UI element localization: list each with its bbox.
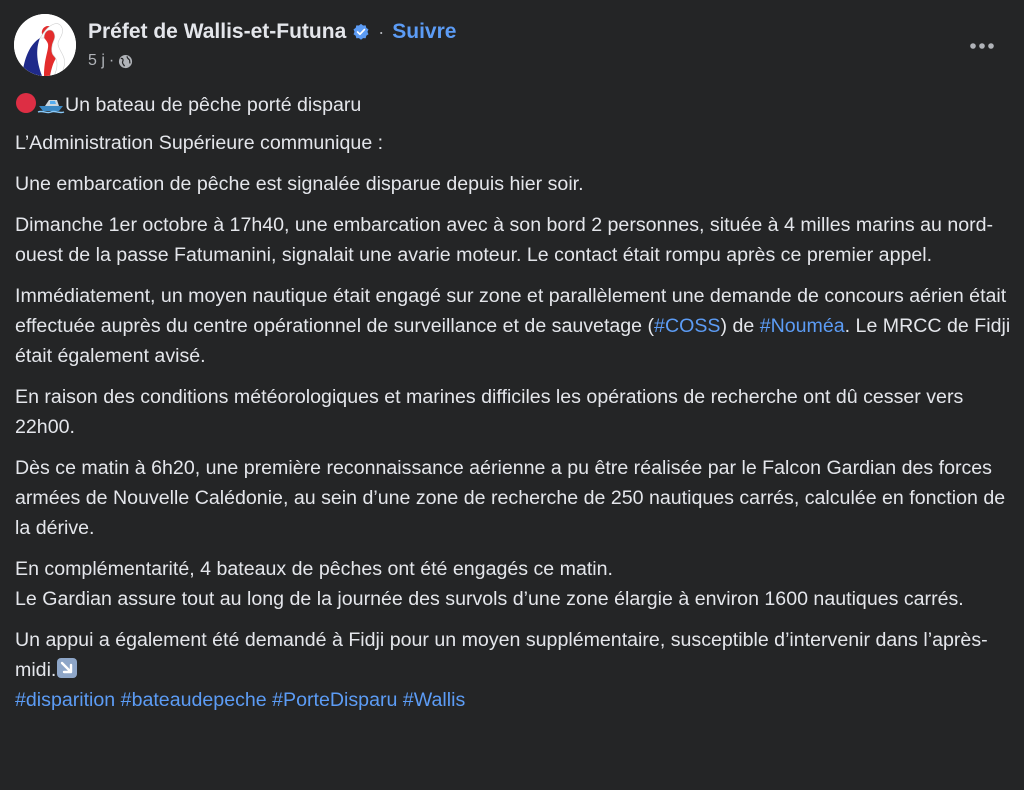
paragraph-8 [15, 625, 1017, 685]
arrow-down-right-emoji [56, 657, 78, 679]
speedboat-emoji [37, 92, 65, 114]
post-meta [88, 52, 133, 70]
red-circle-emoji [15, 92, 37, 114]
hashtag-list [15, 685, 1017, 715]
paragraph-4 [15, 281, 1017, 371]
avatar[interactable] [14, 14, 76, 76]
post-timestamp[interactable]: 5 j [88, 52, 105, 69]
author-row [88, 20, 456, 44]
paragraph-7-line-1: En complémentarité, 4 bateaux de pêches ont été engagés ce matin. [15, 558, 613, 580]
hashtag-bateaudepeche[interactable]: #bateaudepeche [120, 689, 267, 711]
paragraph-4-text-a: Immédiatement, un moyen nautique était engagé sur zone et parallèlement une demande de concours aérien était effectuée auprès du centre opérationnel de surveillance et de sauvetage ( [15, 285, 1007, 337]
paragraph-3: Dimanche 1er octobre à 17h40, une embarcation avec à son bord 2 personnes, située à 4 milles marins au nord-ouest de la passe Fatumanini, signalait une avarie moteur. Le contact était rompu après ce premier appel. [15, 214, 994, 266]
post-header [14, 14, 1010, 80]
follow-button[interactable]: Suivre [392, 20, 457, 43]
hashtag-disparition[interactable]: #disparition [15, 689, 116, 711]
post-title: Un bateau de pêche porté disparu [65, 94, 362, 116]
paragraph-4-text-c: . Le MRCC de Fidji était également avisé. [15, 315, 1011, 367]
more-options-button[interactable] [962, 26, 1002, 66]
marianne-logo [14, 14, 76, 76]
more-options-icon [969, 42, 995, 50]
paragraph-6: Dès ce matin à 6h20, une première reconnaissance aérienne a pu être réalisée par le Falcon Gardian des forces armées de Nouvelle Calédonie, au sein d’une zone de recherche de 250 nautiques carrés, calculée en fonction de la dérive. [15, 457, 1006, 539]
globe-icon[interactable] [118, 54, 133, 69]
separator-dot: · [378, 21, 385, 42]
paragraph-2: Une embarcation de pêche est signalée disparue depuis hier soir. [15, 173, 584, 195]
post-title-line [15, 90, 1017, 120]
page-name[interactable]: Préfet de Wallis-et-Futuna [88, 20, 347, 43]
paragraph-7 [15, 554, 1017, 614]
paragraph-4-text-b: ) de [720, 315, 760, 337]
verified-badge-icon [352, 23, 370, 41]
paragraph-7-line-2: Le Gardian assure tout au long de la journée des survols d’une zone élargie à environ 1600 nautiques carrés. [15, 588, 964, 610]
hashtag-noumea[interactable]: #Nouméa [759, 315, 845, 337]
hashtag-portedisparu[interactable]: #PorteDisparu [272, 689, 398, 711]
post-body [15, 90, 1017, 726]
paragraph-1: L’Administration Supérieure communique : [15, 132, 384, 154]
paragraph-8-text: Un appui a également été demandé à Fidji pour un moyen supplémentaire, susceptible d’intervenir dans l’après-midi. [15, 629, 988, 681]
meta-separator: · [108, 52, 115, 69]
paragraph-5: En raison des conditions météorologiques et marines difficiles les opérations de recherche ont dû cesser vers 22h00. [15, 386, 964, 438]
hashtag-wallis[interactable]: #Wallis [402, 689, 466, 711]
hashtag-coss[interactable]: #COSS [654, 315, 721, 337]
